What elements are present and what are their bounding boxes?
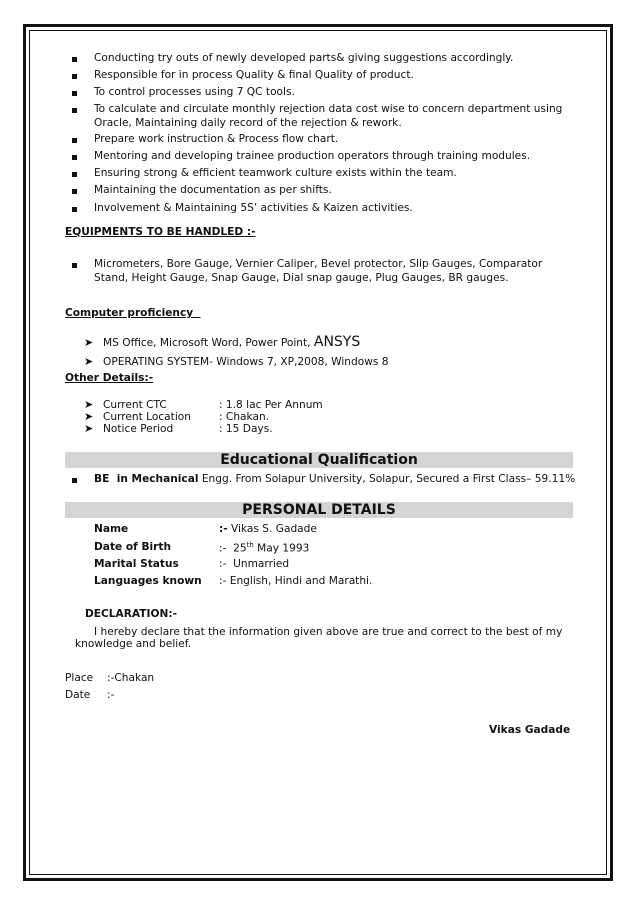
- place-value: :-Chakan: [107, 672, 155, 684]
- equipments-heading: EQUIPMENTS TO BE HANDLED :-: [65, 226, 256, 238]
- bullet-icon: [72, 91, 77, 96]
- arrowhead-icon: ➤: [84, 422, 94, 435]
- dob-label: Date of Birth: [94, 541, 171, 553]
- signature: Vikas Gadade: [489, 724, 571, 736]
- arrowhead-icon: ➤: [84, 410, 94, 423]
- bullet-icon: [72, 207, 77, 212]
- dob-prefix: :- 25: [219, 542, 247, 555]
- name-label: Name: [94, 523, 129, 535]
- degree-bold: BE in Mechanical: [94, 473, 199, 485]
- dob-sup: th: [246, 541, 254, 549]
- bullet-icon: [72, 189, 77, 194]
- other-value: : 15 Days.: [219, 423, 273, 435]
- bullet-icon: [72, 138, 77, 143]
- marital-label: Marital Status: [94, 558, 179, 570]
- bullet-icon: [72, 155, 77, 160]
- computer-item-1-text: MS Office, Microsoft Word, Power Point,: [103, 337, 311, 349]
- education-heading: Educational Qualification: [65, 452, 573, 468]
- name-value: [219, 523, 317, 535]
- bullet-icon: [72, 263, 77, 268]
- marital-value: :- Unmarried: [219, 558, 290, 570]
- duty-item: Maintaining the documentation as per shifts.: [94, 184, 332, 196]
- dob-suffix: May 1993: [253, 542, 310, 555]
- other-heading: Other Details:-: [65, 372, 154, 384]
- duty-item: To calculate and circulate monthly rejection data cost wise to concern department using Oracle, Maintaining daily record of the rejection & rework.: [94, 103, 563, 129]
- duty-item: Responsible for in process Quality & final Quality of product.: [94, 69, 414, 81]
- place-label: Place: [65, 672, 94, 684]
- duty-item: Ensuring strong & efficient teamwork culture exists within the team.: [94, 167, 457, 179]
- date-value: :-: [107, 689, 115, 701]
- personal-heading: PERSONAL DETAILS: [65, 502, 573, 518]
- computer-heading: Computer proficiency: [65, 307, 201, 319]
- computer-item-2: OPERATING SYSTEM- Windows 7, XP,2008, Windows 8: [103, 356, 389, 368]
- declaration-line-2: knowledge and belief.: [75, 638, 192, 650]
- education-degree: [94, 473, 575, 485]
- other-label: Current CTC: [103, 399, 167, 411]
- other-label: Notice Period: [103, 423, 174, 435]
- duty-item: Prepare work instruction & Process flow chart.: [94, 133, 339, 145]
- arrowhead-icon: ➤: [84, 398, 94, 411]
- bullet-icon: [72, 108, 77, 113]
- duty-item: To control processes using 7 QC tools.: [94, 86, 295, 98]
- declaration-line-1: I hereby declare that the information given above are true and correct to the best of my: [94, 626, 563, 638]
- degree-rest: Engg. From Solapur University, Solapur, Secured a First Class– 59.11%: [198, 473, 576, 485]
- equipments-text: Micrometers, Bore Gauge, Vernier Caliper, Bevel protector, Slip Gauges, Comparator Stand, Height Gauge, Snap Gauge, Dial snap gauge, Plug Gauges, BR gauges.: [94, 258, 543, 284]
- name-sep: :-: [219, 523, 228, 535]
- name-text: Vikas S. Gadade: [227, 523, 317, 535]
- dob-value: [219, 541, 309, 555]
- bullet-icon: [72, 478, 77, 483]
- other-label: Current Location: [103, 411, 191, 423]
- bullet-icon: [72, 74, 77, 79]
- lang-value: :- English, Hindi and Marathi.: [219, 575, 373, 587]
- arrowhead-icon: ➤: [84, 336, 94, 349]
- duty-item: Mentoring and developing trainee production operators through training modules.: [94, 150, 531, 162]
- computer-item-1: [103, 334, 360, 350]
- duty-item: Involvement & Maintaining 5S’ activities & Kaizen activities.: [94, 202, 413, 214]
- other-value: : Chakan.: [219, 411, 270, 423]
- bullet-icon: [72, 172, 77, 177]
- duty-item: Conducting try outs of newly developed parts& giving suggestions accordingly.: [94, 52, 514, 64]
- declaration-heading: DECLARATION:-: [85, 608, 177, 620]
- other-value: : 1.8 lac Per Annum: [219, 399, 323, 411]
- arrowhead-icon: ➤: [84, 355, 94, 368]
- bullet-icon: [72, 57, 77, 62]
- lang-label: Languages known: [94, 575, 202, 587]
- date-label: Date: [65, 689, 91, 701]
- ansys-text: ANSYS: [313, 334, 361, 350]
